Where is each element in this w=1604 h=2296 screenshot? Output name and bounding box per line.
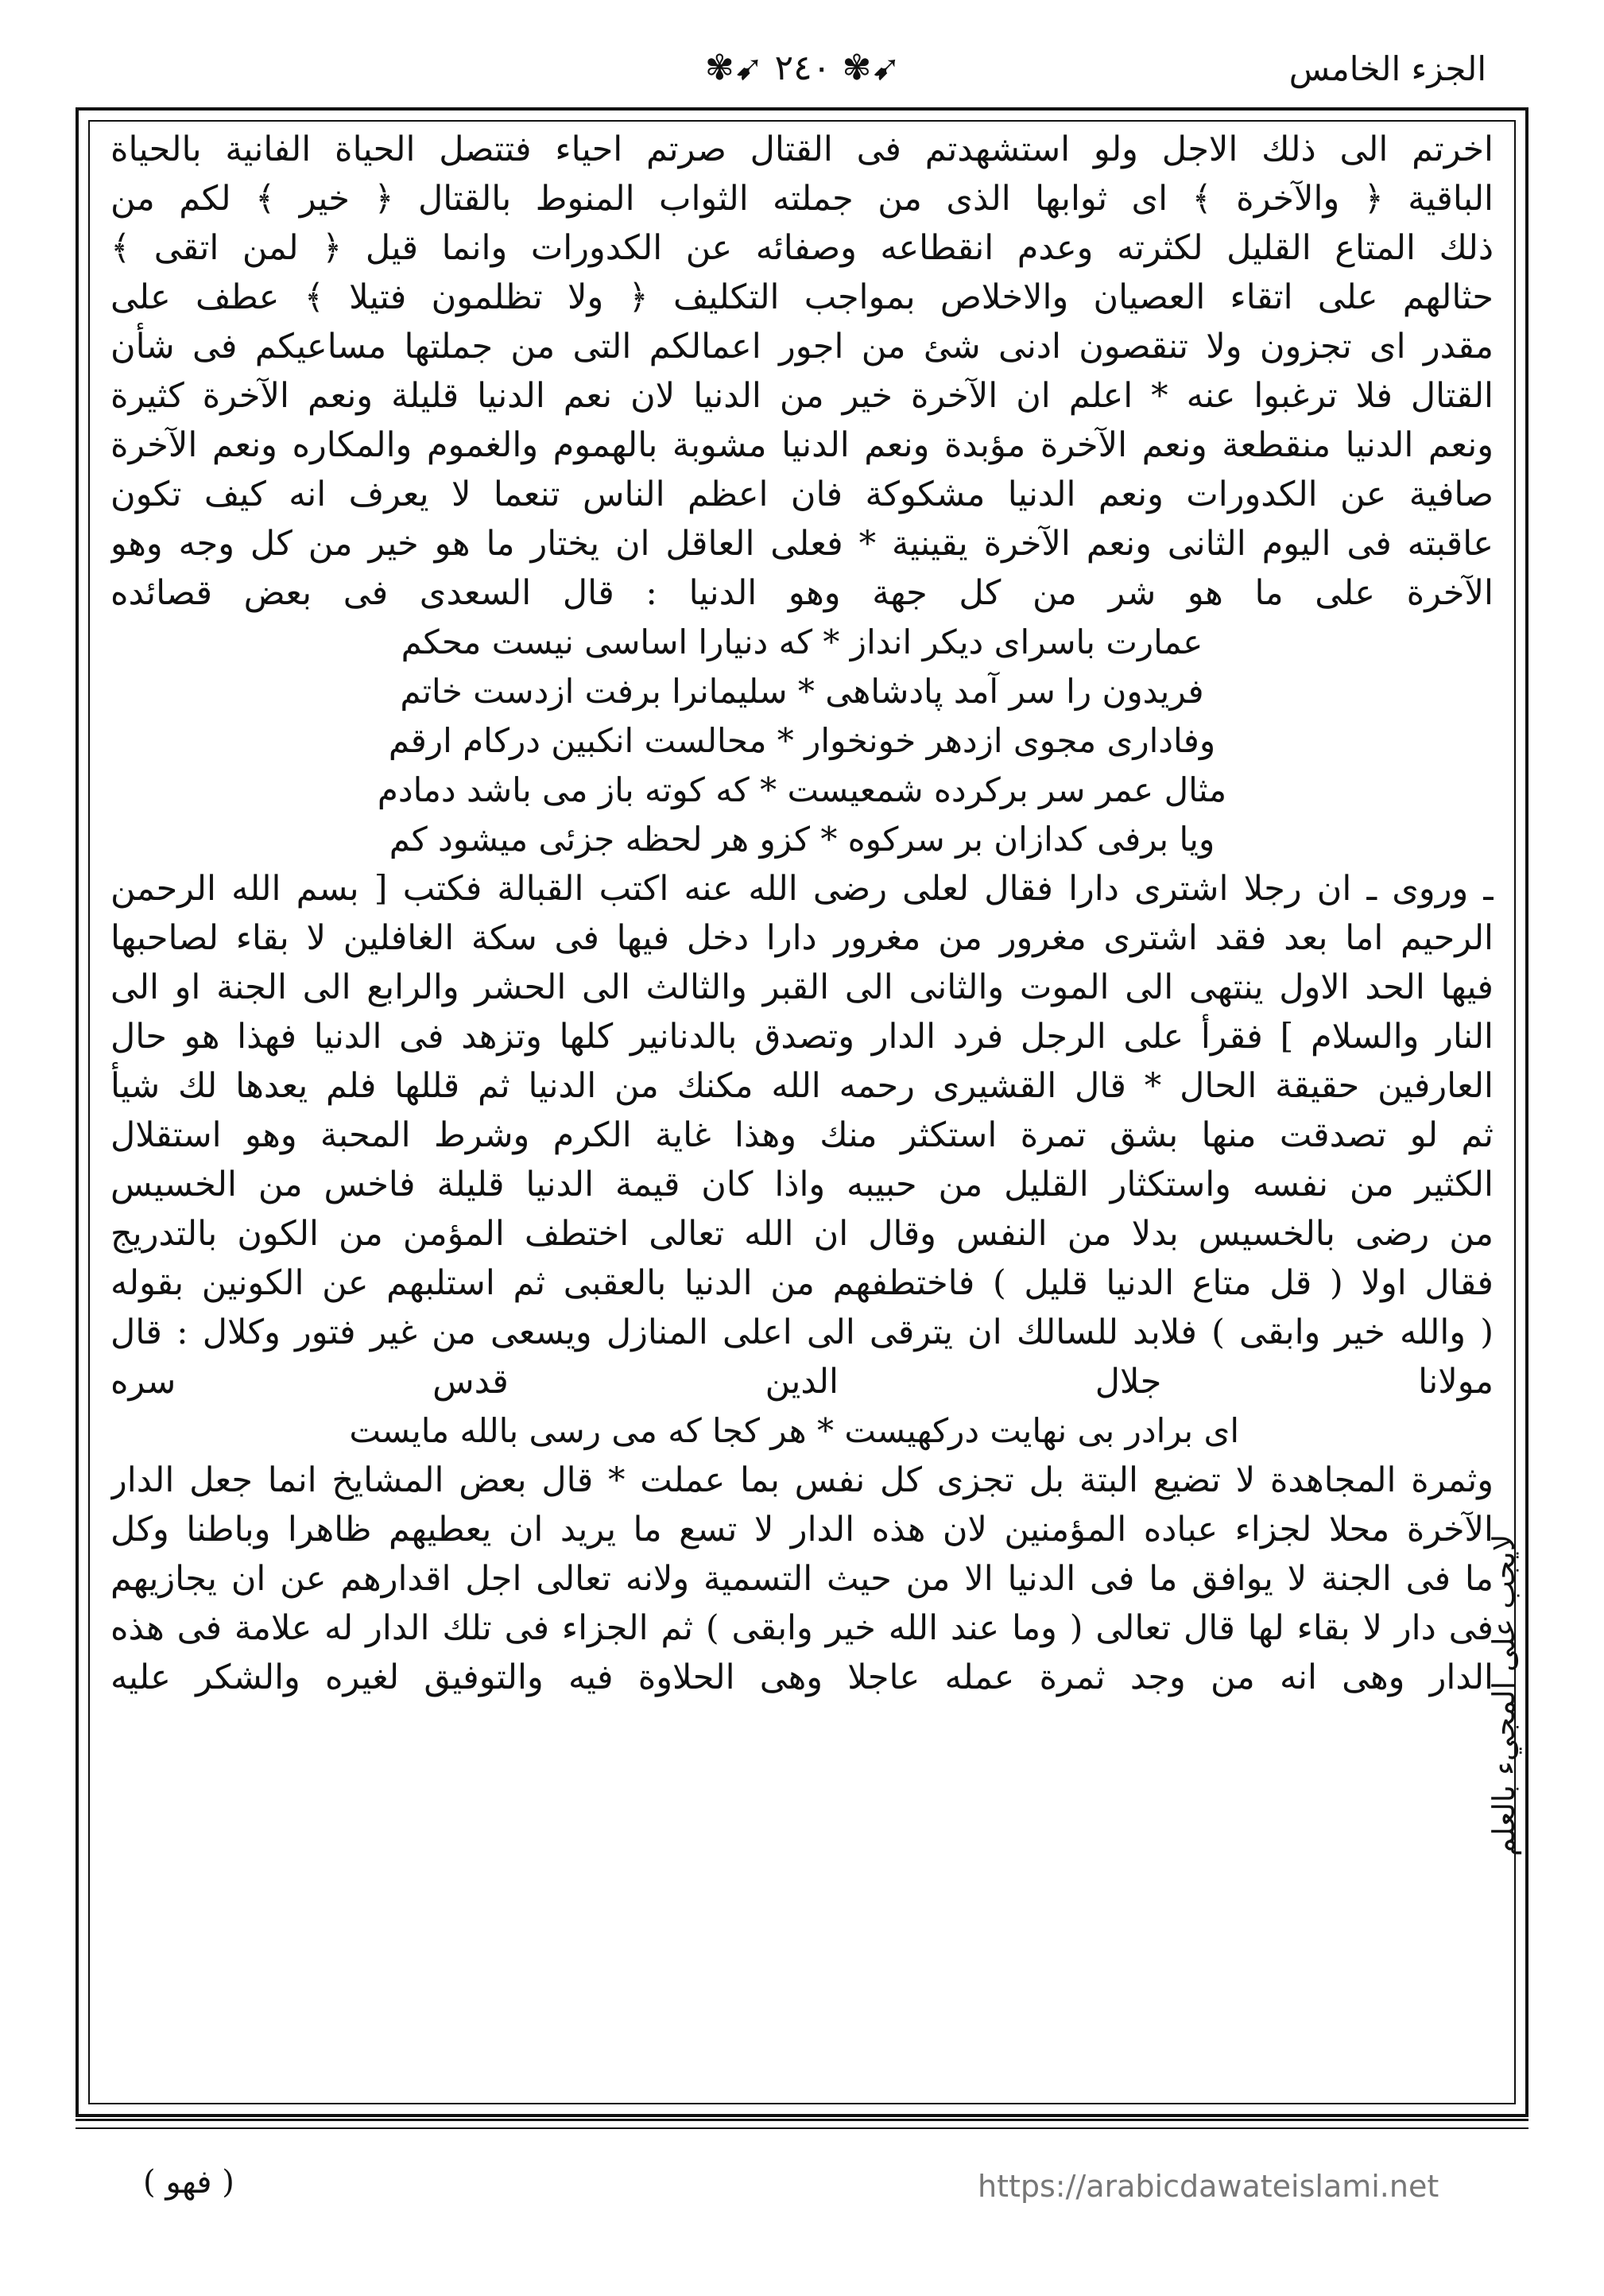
text-body	[110, 125, 1494, 2100]
verse-line: فريدون را سر آمد پادشاهى * سليمانرا برفت ازدست خاتم	[400, 672, 1204, 711]
verse-line: عمارت باسراى ديكر انداز * كه دنيارا اساسى نيست محكم	[401, 622, 1203, 661]
page-number: ✾➹ ٢٤٠ ✾➹	[704, 48, 901, 88]
text-line: ونعم الدنيا منقطعة ونعم الآخرة مؤبدة ونعم الدنيا مشوبة بالهموم والغموم والمكاره ونعم الآخرة	[110, 425, 1494, 465]
text-line: ذلك المتاع القليل لكثرته وعدم انقطاعه وصفائه عن الكدورات وانما قيل ﴿ لمن اتقى ﴾	[110, 228, 1494, 268]
text-line: الباقية ﴿ والآخرة ﴾ اى ثوابها الذى من جملته الثواب المنوط بالقتال ﴿ خير ﴾ لكم من	[110, 179, 1494, 219]
verse-line: مثال عمر سر بركرده شمعيست * كه كوته باز مى باشد دمادم	[377, 770, 1227, 809]
verse-line: وفادارى مجوى ازدهر خونخوار * محالست انكبين دركام ارقم	[388, 721, 1216, 760]
text-line: ما فى الجنة لا يوافق ما فى الدنيا الا من حيث التسمية ولانه تعالى اجل اقدارهم عن ان يجازيهم	[110, 1559, 1494, 1599]
catchword: ( فهو )	[143, 2164, 234, 2201]
text-line: ( والله خير وابقى ) فلابد للسالك ان يترقى الى اعلى المنازل ويسعى من غير فتور وكلال : قال	[110, 1313, 1494, 1352]
text-line: الرحيم اما بعد فقد اشترى مغرور من مغرور دارا دخل فيها فى سكة الغافلين لا بقاء لصاحبها	[110, 918, 1494, 958]
text-line: من رضى بالخسيس بدلا من النفس وقال ان الله تعالى اختطف المؤمن من الكون بالتدريج	[110, 1214, 1494, 1254]
text-line: القتال فلا ترغبوا عنه * اعلم ان الآخرة خير من الدنيا لان نعم الدنيا قليلة ونعم الآخرة كثيرة	[110, 376, 1494, 416]
margin-note: لايجب على المجيء بالعلم	[1486, 1534, 1521, 1857]
text-line: حثالهم على اتقاء العصيان والاخلاص بمواجب التكليف ﴿ ولا تظلمون فتيلا ﴾ عطف على	[110, 277, 1494, 317]
verse-line: اى برادر بى نهايت دركهيست * هر كجا كه مى رسى بالله مايست	[349, 1411, 1239, 1450]
text-line: عاقبته فى اليوم الثانى ونعم الآخرة يقينية * فعلى العاقل ان يختار ما هو خير من كل وجه وهو	[110, 524, 1494, 564]
text-line: الدار وهى انه من وجد ثمرة عمله عاجلا وهى الحلاوة فيه والتوفيق لغيره والشكر عليه	[110, 1658, 1494, 1697]
text-line: الآخرة على ما هو شر من كل جهة وهو الدنيا : قال السعدى فى بعض قصائده	[110, 573, 1494, 613]
verse-line: ويا برفى كدازان بر سركوه * كزو هر لحظه جزئى ميشود كم	[389, 820, 1215, 859]
text-line: صافية عن الكدورات ونعم الدنيا مشكوكة فان اعظم الناس تنعما لا يعرف انه كيف تكون	[110, 475, 1494, 514]
text-line: الآخرة محلا لجزاء عباده المؤمنين لان هذه الدار لا تسع ما يريد ان يعطيهم ظاهرا وباطنا وكل	[110, 1510, 1494, 1549]
ornament-right: ✾➹	[831, 48, 901, 88]
text-line: وثمرة المجاهدة لا تضيع البتة بل تجزى كل نفس بما عملت * قال بعض المشايخ انما جعل الدار	[110, 1460, 1494, 1500]
page-header	[119, 49, 1486, 105]
ornament-left: ✾➹	[704, 48, 775, 88]
text-line: فقال اولا ( قل متاع الدنيا قليل ) فاختطفهم من الدنيا بالعقبى ثم استلبهم عن الكونين بقوله	[110, 1263, 1494, 1303]
text-line: الكثير من نفسه واستكثار القليل من حبيبه واذا كان قيمة الدنيا قليلة فاخس من الخسيس	[110, 1165, 1494, 1204]
text-line: فى دار لا بقاء لها قال تعالى ( وما عند الله خير وابقى ) ثم الجزاء فى تلك الدار له علامة فى هذه	[110, 1608, 1494, 1648]
text-line: مولانا جلال الدين قدس سره	[110, 1362, 1494, 1402]
text-line: ـ وروى ـ ان رجلا اشترى دارا فقال لعلى رضى الله عنه اكتب القبالة فكتب [ بسم الله الرحمن	[110, 869, 1494, 909]
bottom-rule	[76, 2119, 1528, 2129]
text-line: فيها الحد الاول ينتهى الى الموت والثانى الى القبر والثالث الى الحشر والرابع الى الجنة او الى	[110, 968, 1494, 1007]
text-line: ثم لو تصدقت منها بشق تمرة استكثر منك وهذا غاية الكرم وشرط المحبة وهو استقلال	[110, 1115, 1494, 1155]
text-line: مقدر اى تجزون ولا تنقصون ادنى شئ من اجور اعمالكم التى من جملتها مساعيكم فى شأن	[110, 327, 1494, 367]
running-title: الجزء الخامس	[1288, 49, 1486, 88]
text-line: اخرتم الى ذلك الاجل ولو استشهدتم فى القتال صرتم احياء فتتصل الحياة الفانية بالحياة	[110, 130, 1494, 169]
text-line: النار والسلام ] فقرأ على الرجل فرد الدار وتصدق بالدنانير كلها وتزهد فى الدنيا فهذا هو حال	[110, 1017, 1494, 1057]
text-frame	[76, 107, 1528, 2117]
watermark-url: https://arabicdawateislami.net	[978, 2169, 1439, 2204]
text-line: العارفين حقيقة الحال * قال القشيرى رحمه الله مكنك من الدنيا ثم قللها فلم يعدها لك شيأ	[110, 1066, 1494, 1106]
